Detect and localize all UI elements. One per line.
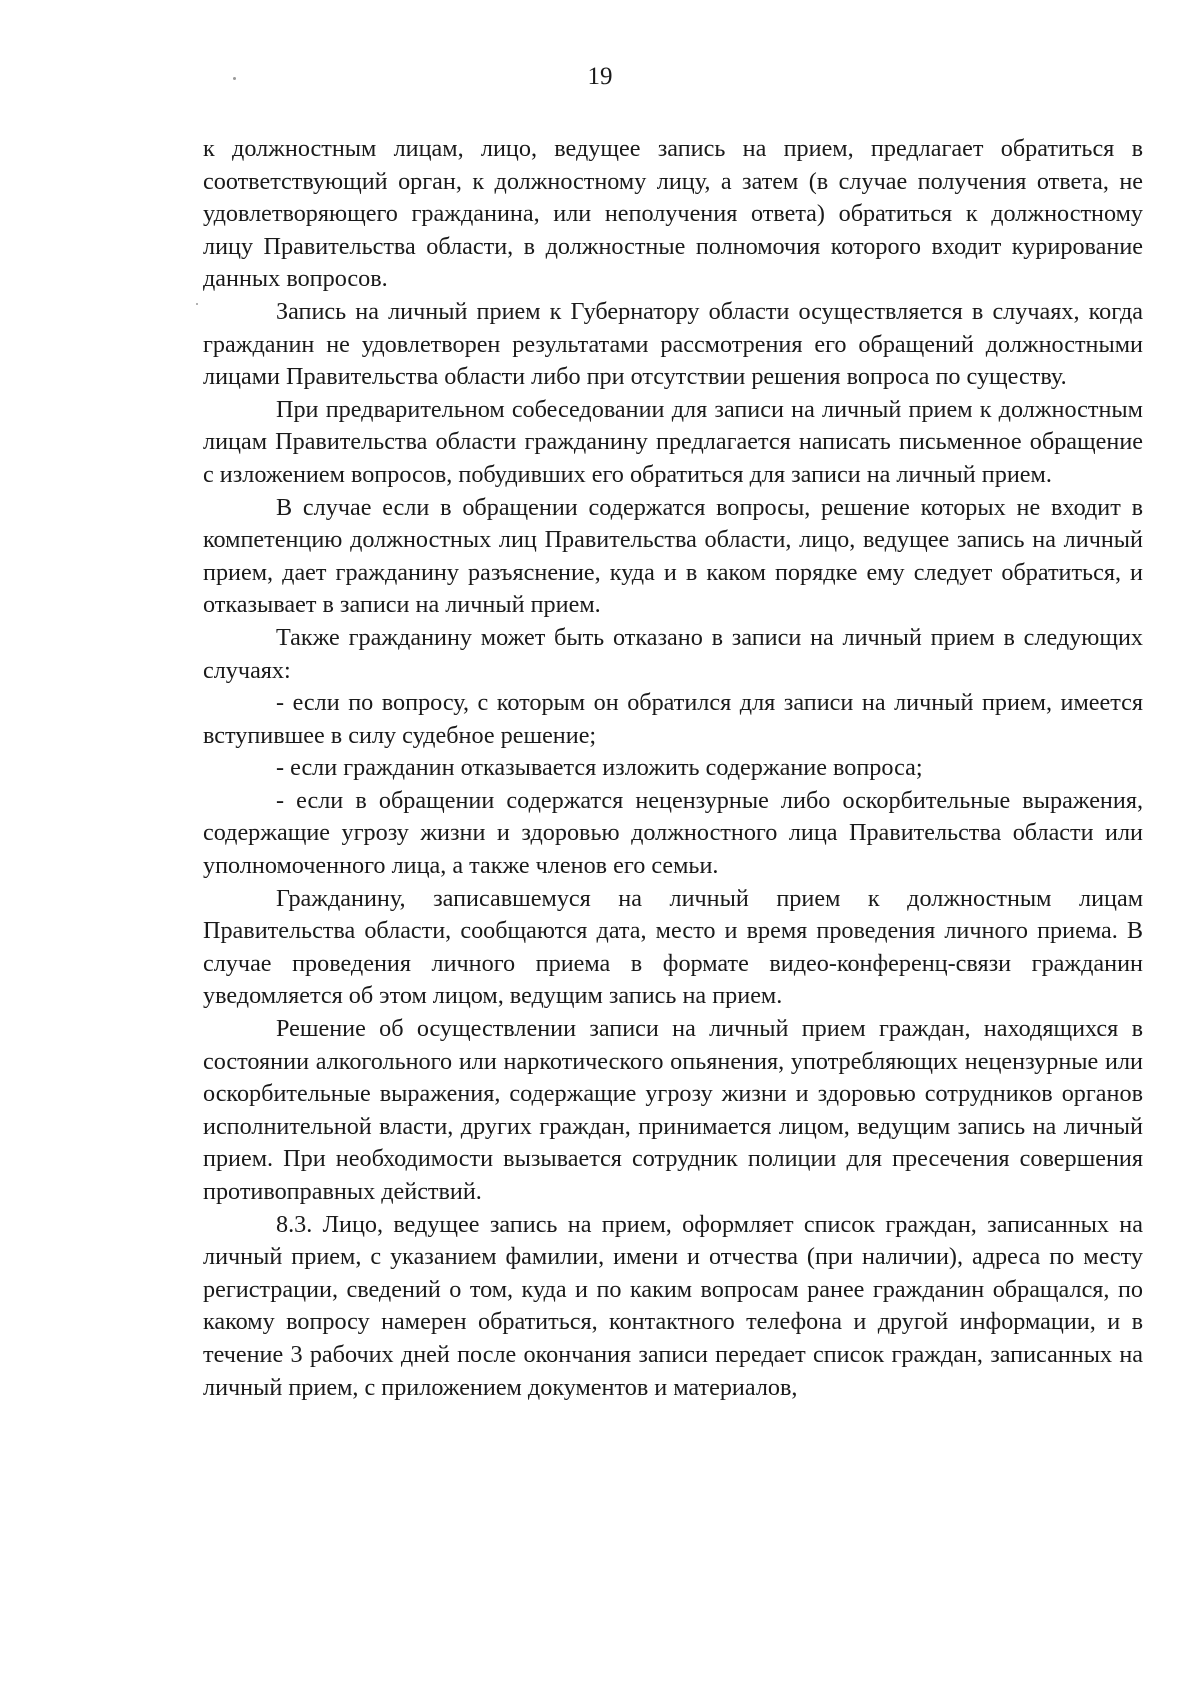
paragraph-intoxicated-citizens: Решение об осуществлении записи на личный прием граждан, находящихся в состоянии алкогольного или наркотического опьянения, употребляющих нецензурные или оскорбительные выражения, содержащие угрозу жизни и здоровью сотрудников органов исполнительной власти, других граждан, принимается лицом, ведущим запись на личный прием. При необходимости вызывается сотрудник полиции для пресечения совершения противоправных действий. xyxy=(203,1015,1143,1205)
paragraph-continuation: к должностным лицам, лицо, ведущее запись на прием, предлагает обратиться в соответствующий орган, к должностному лицу, а затем (в случае получения ответа, не удовлетворяющего гражданина, или неполучения ответа) обратиться к должностному лицу Правительства области, в должностные полномочия которого входит курирование данных вопросов. xyxy=(203,135,1143,293)
scan-artifact-dot xyxy=(196,303,198,305)
document-body xyxy=(203,133,1143,1404)
scan-artifact-dot xyxy=(233,77,236,80)
paragraph-section-8-3: 8.3. Лицо, ведущее запись на прием, оформляет список граждан, записанных на личный прием, с указанием фамилии, имени и отчества (при наличии), адреса по месту регистрации, сведений о том, куда и по каким вопросам ранее гражданин обращался, по какому вопросу намерен обратиться, контактного телефона и другой информации, и в течение 3 рабочих дней после окончания записи передает список граждан, записанных на личный прием, с приложением документов и материалов, xyxy=(203,1210,1143,1401)
page-number: 19 xyxy=(587,63,613,90)
paragraph-out-of-competence: В случае если в обращении содержатся вопросы, решение которых не входит в компетенцию должностных лиц Правительства области, лицо, ведущее запись на личный прием, дает гражданину разъяснение, куда и в каком порядке ему следует обратиться, и отказывает в записи на личный прием. xyxy=(203,493,1143,619)
paragraph-notification: Гражданину, записавшемуся на личный прием к должностным лицам Правительства области, сообщаются дата, место и время проведения личного приема. В случае проведения личного приема в формате видео-конференц-связи гражданин уведомляется об этом лицом, ведущим запись на прием. xyxy=(203,884,1143,1010)
list-item-court-decision: - если по вопросу, с которым он обратился для записи на личный прием, имеется вступившее в силу судебное решение; xyxy=(203,689,1143,749)
list-item-obscene-expressions: - если в обращении содержатся нецензурные либо оскорбительные выражения, содержащие угрозу жизни и здоровью должностного лица Правительства области или уполномоченного лица, а также членов его семьи. xyxy=(203,786,1143,880)
list-item-refuses-to-state: - если гражданин отказывается изложить содержание вопроса; xyxy=(276,754,923,782)
paragraph-preliminary-interview: При предварительном собеседовании для записи на личный прием к должностным лицам Правительства области гражданину предлагается написать письменное обращение с изложением вопросов, побудивших его обратиться для записи на личный прием. xyxy=(203,395,1143,488)
paragraph-refusal-cases: Также гражданину может быть отказано в записи на личный прием в следующих случаях: xyxy=(203,623,1143,684)
paragraph-governor-appointment: Запись на личный прием к Губернатору области осуществляется в случаях, когда гражданин не удовлетворен результатами рассмотрения его обращений должностными лицами Правительства области либо при отсутствии решения вопроса по существу. xyxy=(203,297,1143,391)
